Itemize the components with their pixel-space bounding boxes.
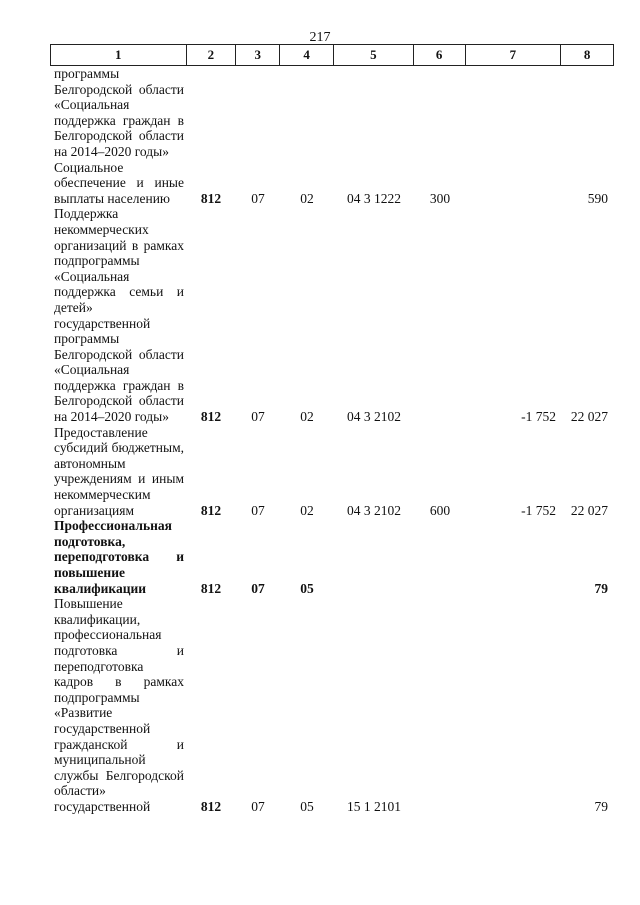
row-description: программы Белгородской области «Социальная поддержка граждан в Белгородской области на 2014–2020 годы» (54, 66, 184, 159)
row-code-812: 812 (200, 502, 222, 518)
row-description: Социальное обеспечение и иные выплаты населению (54, 159, 184, 206)
row-subsection: 02 (300, 190, 314, 206)
row-expense-type (414, 596, 466, 814)
row-target-article (334, 518, 414, 596)
header-col-7: 7 (466, 45, 562, 65)
row-change (466, 66, 562, 160)
row-expense-type (414, 518, 466, 596)
table-row (50, 206, 614, 424)
row-section: 07 (251, 798, 265, 814)
row-target-article: 04 3 2102 (347, 502, 401, 518)
row-change (466, 160, 562, 207)
table-row (50, 160, 614, 207)
row-change (466, 596, 562, 814)
header-col-2: 2 (187, 45, 237, 65)
row-description: Предоставление субсидий бюджетным, автономным учреждениям и иным некоммерческим организациям (54, 424, 184, 518)
row-section: 07 (251, 190, 265, 206)
page-number: 217 (309, 30, 331, 45)
row-section (236, 66, 280, 160)
row-section: 07 (251, 580, 265, 596)
row-description: Профессиональная подготовка, переподготовка и повышение квалификации (54, 518, 184, 596)
row-amount: 22 027 (570, 502, 608, 518)
row-subsection: 05 (300, 580, 314, 596)
row-amount: 22 027 (570, 409, 608, 425)
table-row (50, 425, 614, 519)
table-header (50, 44, 614, 66)
table-row-section-heading (50, 518, 614, 596)
row-subsection: 02 (300, 409, 314, 425)
row-expense-type: 300 (429, 190, 451, 206)
table-row (50, 596, 614, 814)
row-amount: 590 (587, 190, 608, 206)
row-description: Поддержка некоммерческих организаций в рамках подпрограммы «Социальная поддержка семьи и детей» государственной программы Белгородской области «Социальная поддержка граждан в Белгородской области на 2014–2020 годы» (54, 206, 184, 425)
row-change (466, 518, 562, 596)
row-subsection (280, 66, 334, 160)
header-col-6: 6 (414, 45, 466, 65)
row-section: 07 (251, 409, 265, 425)
row-subsection: 02 (300, 502, 314, 518)
table-body (50, 66, 614, 815)
header-col-1: 1 (51, 45, 187, 65)
header-col-8: 8 (583, 47, 591, 62)
table-row (50, 66, 614, 160)
row-subsection: 05 (300, 798, 314, 814)
header-col-3: 3 (236, 45, 280, 65)
row-amount: 79 (594, 580, 608, 596)
row-code-812: 812 (200, 798, 222, 814)
header-col-4: 4 (280, 45, 334, 65)
row-section: 07 (251, 502, 265, 518)
row-target-article (334, 66, 414, 160)
row-target-article: 15 1 2101 (347, 798, 401, 814)
row-expense-type (414, 206, 466, 424)
row-change: -1 752 (521, 502, 556, 518)
row-code-812: 812 (200, 190, 222, 206)
header-col-5: 5 (334, 45, 414, 65)
row-target-article: 04 3 1222 (347, 190, 401, 206)
row-code-812 (186, 66, 236, 160)
row-description: Повышение квалификации, профессиональная подготовка и переподготовка кадров в рамках подпрограммы «Развитие государственной гражданской и муниципальной службы Белгородской области» государственной (54, 596, 184, 814)
row-amount: 79 (594, 798, 608, 814)
row-code-812: 812 (200, 580, 222, 596)
row-code-812: 812 (200, 409, 222, 425)
row-change: -1 752 (521, 409, 556, 425)
row-expense-type: 600 (429, 502, 451, 518)
row-target-article: 04 3 2102 (347, 409, 401, 425)
row-amount (562, 66, 614, 160)
row-expense-type (414, 66, 466, 160)
